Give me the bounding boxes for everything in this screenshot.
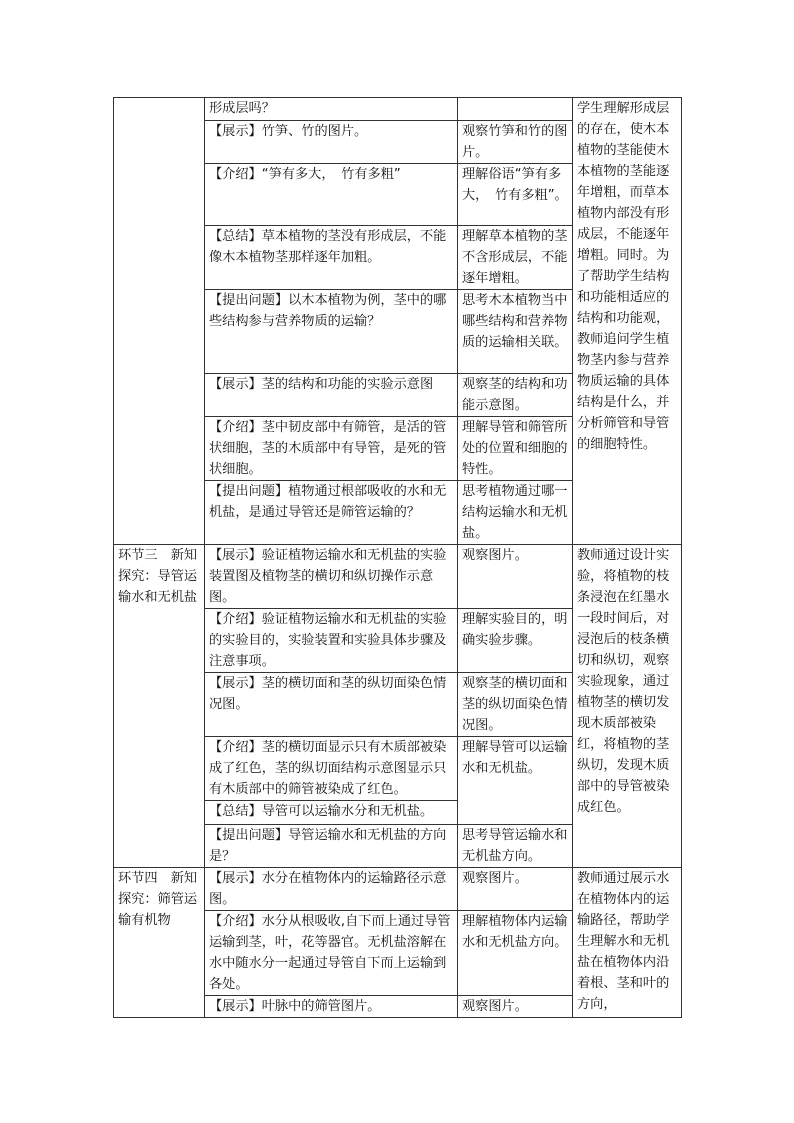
teacher-activity-cell: 【展示】茎的结构和功能的实验示意图 [205,374,458,417]
teacher-activity-cell: 【介绍】茎中韧皮部中有筛管，是活的管状细胞，茎的木质部中有导管，是死的管状细胞。 [205,417,458,481]
student-activity-cell: 观察竹笋和竹的图片。 [458,121,573,164]
teacher-activity-cell: 【介绍】水分从根吸收,自下而上通过导管运输到茎，叶，花等器官。无机盐溶解在水中随水分一起通过导管自下而上运输到各处。 [205,911,458,996]
student-activity-cell: 理解实验目的，明确实验步骤。 [458,609,573,673]
student-activity-cell: 思考导管运输水和无机盐方向。 [458,825,573,868]
lesson-plan-table [113,97,682,1018]
teacher-activity-cell: 【展示】竹笋、竹的图片。 [205,121,458,164]
student-activity-cell: 观察图片。 [458,868,573,911]
design-purpose-cell: 教师通过设计实验，将植物的枝条浸泡在红墨水一段时间后，对浸泡后的枝条横切和纵切，观察实验现象，通过植物茎的横切发现木质部被染红，将植物的茎纵切，发现木质部中的导管被染成红色。 [573,545,682,868]
table-row [114,98,682,121]
teacher-activity-cell: 【总结】导管可以运输水分和无机盐。 [205,801,458,825]
student-activity-cell: 理解导管和筛管所处的位置和细胞的特性。 [458,417,573,481]
teacher-activity-cell: 【展示】水分在植物体内的运输路径示意图。 [205,868,458,911]
student-activity-cell: 思考植物通过哪一结构运输水和无机盐。 [458,481,573,545]
student-activity-cell: 思考木本植物当中哪些结构和营养物质的运输相关联。 [458,290,573,374]
teacher-activity-cell: 【提出问题】植物通过根部吸收的水和无机盐，是通过导管还是筛管运输的？ [205,481,458,545]
teacher-activity-cell: 【展示】验证植物运输水和无机盐的实验装置图及植物茎的横切和纵切操作示意图。 [205,545,458,609]
teacher-activity-cell: 【提出问题】以木本植物为例，茎中的哪些结构参与营养物质的运输？ [205,290,458,374]
student-activity-cell: 观察茎的结构和功能示意图。 [458,374,573,417]
teacher-activity-cell: 【介绍】茎的横切面显示只有木质部被染成了红色，茎的纵切面结构示意图显示只有木质部中的筛管被染成了红色。 [205,737,458,801]
student-activity-cell: 理解俗语“笋有多大， 竹有多粗”。 [458,164,573,226]
table-row [114,545,682,609]
design-purpose-cell: 教师通过展示水在植物体内的运输路径，帮助学生理解水和无机盐在植物体内沿着根、茎和叶的方向， [573,868,682,1018]
stage-cell: 环节四 新知探究：筛管运输有机物 [114,868,205,1018]
teacher-activity-cell: 【总结】草本植物的茎没有形成层，不能像木本植物茎那样逐年加粗。 [205,226,458,290]
teacher-activity-cell: 【介绍】验证植物运输水和无机盐的实验的实验目的，实验装置和实验具体步骤及注意事项。 [205,609,458,673]
stage-cell [114,98,205,545]
student-activity-cell: 观察图片。 [458,545,573,609]
student-activity-cell: 理解导管可以运输水和无机盐。 [458,737,573,825]
stage-cell: 环节三 新知探究：导管运输水和无机盐 [114,545,205,868]
teacher-activity-cell: 【提出问题】导管运输水和无机盐的方向是？ [205,825,458,868]
student-activity-cell: 理解植物体内运输水和无机盐方向。 [458,911,573,996]
teacher-activity-cell: 【介绍】“笋有多大， 竹有多粗” [205,164,458,226]
student-activity-cell [458,98,573,121]
teacher-activity-cell: 形成层吗？ [205,98,458,121]
table-row [114,868,682,911]
teacher-activity-cell: 【展示】茎的横切面和茎的纵切面染色情况图。 [205,673,458,737]
teacher-activity-cell: 【展示】叶脉中的筛管图片。 [205,996,458,1018]
student-activity-cell: 观察图片。 [458,996,573,1018]
design-purpose-cell: 学生理解形成层的存在，使木本植物的茎能使木本植物的茎能逐年增粗，而草本植物内部没有形成层，不能逐年增粗。同时。为了帮助学生结构和功能相适应的结构和功能观，教师追问学生植物茎内参与营养物质运输的具体结构是什么，并分析筛管和导管的细胞特性。 [573,98,682,545]
student-activity-cell: 理解草本植物的茎不含形成层，不能逐年增粗。 [458,226,573,290]
student-activity-cell: 观察茎的横切面和茎的纵切面染色情况图。 [458,673,573,737]
